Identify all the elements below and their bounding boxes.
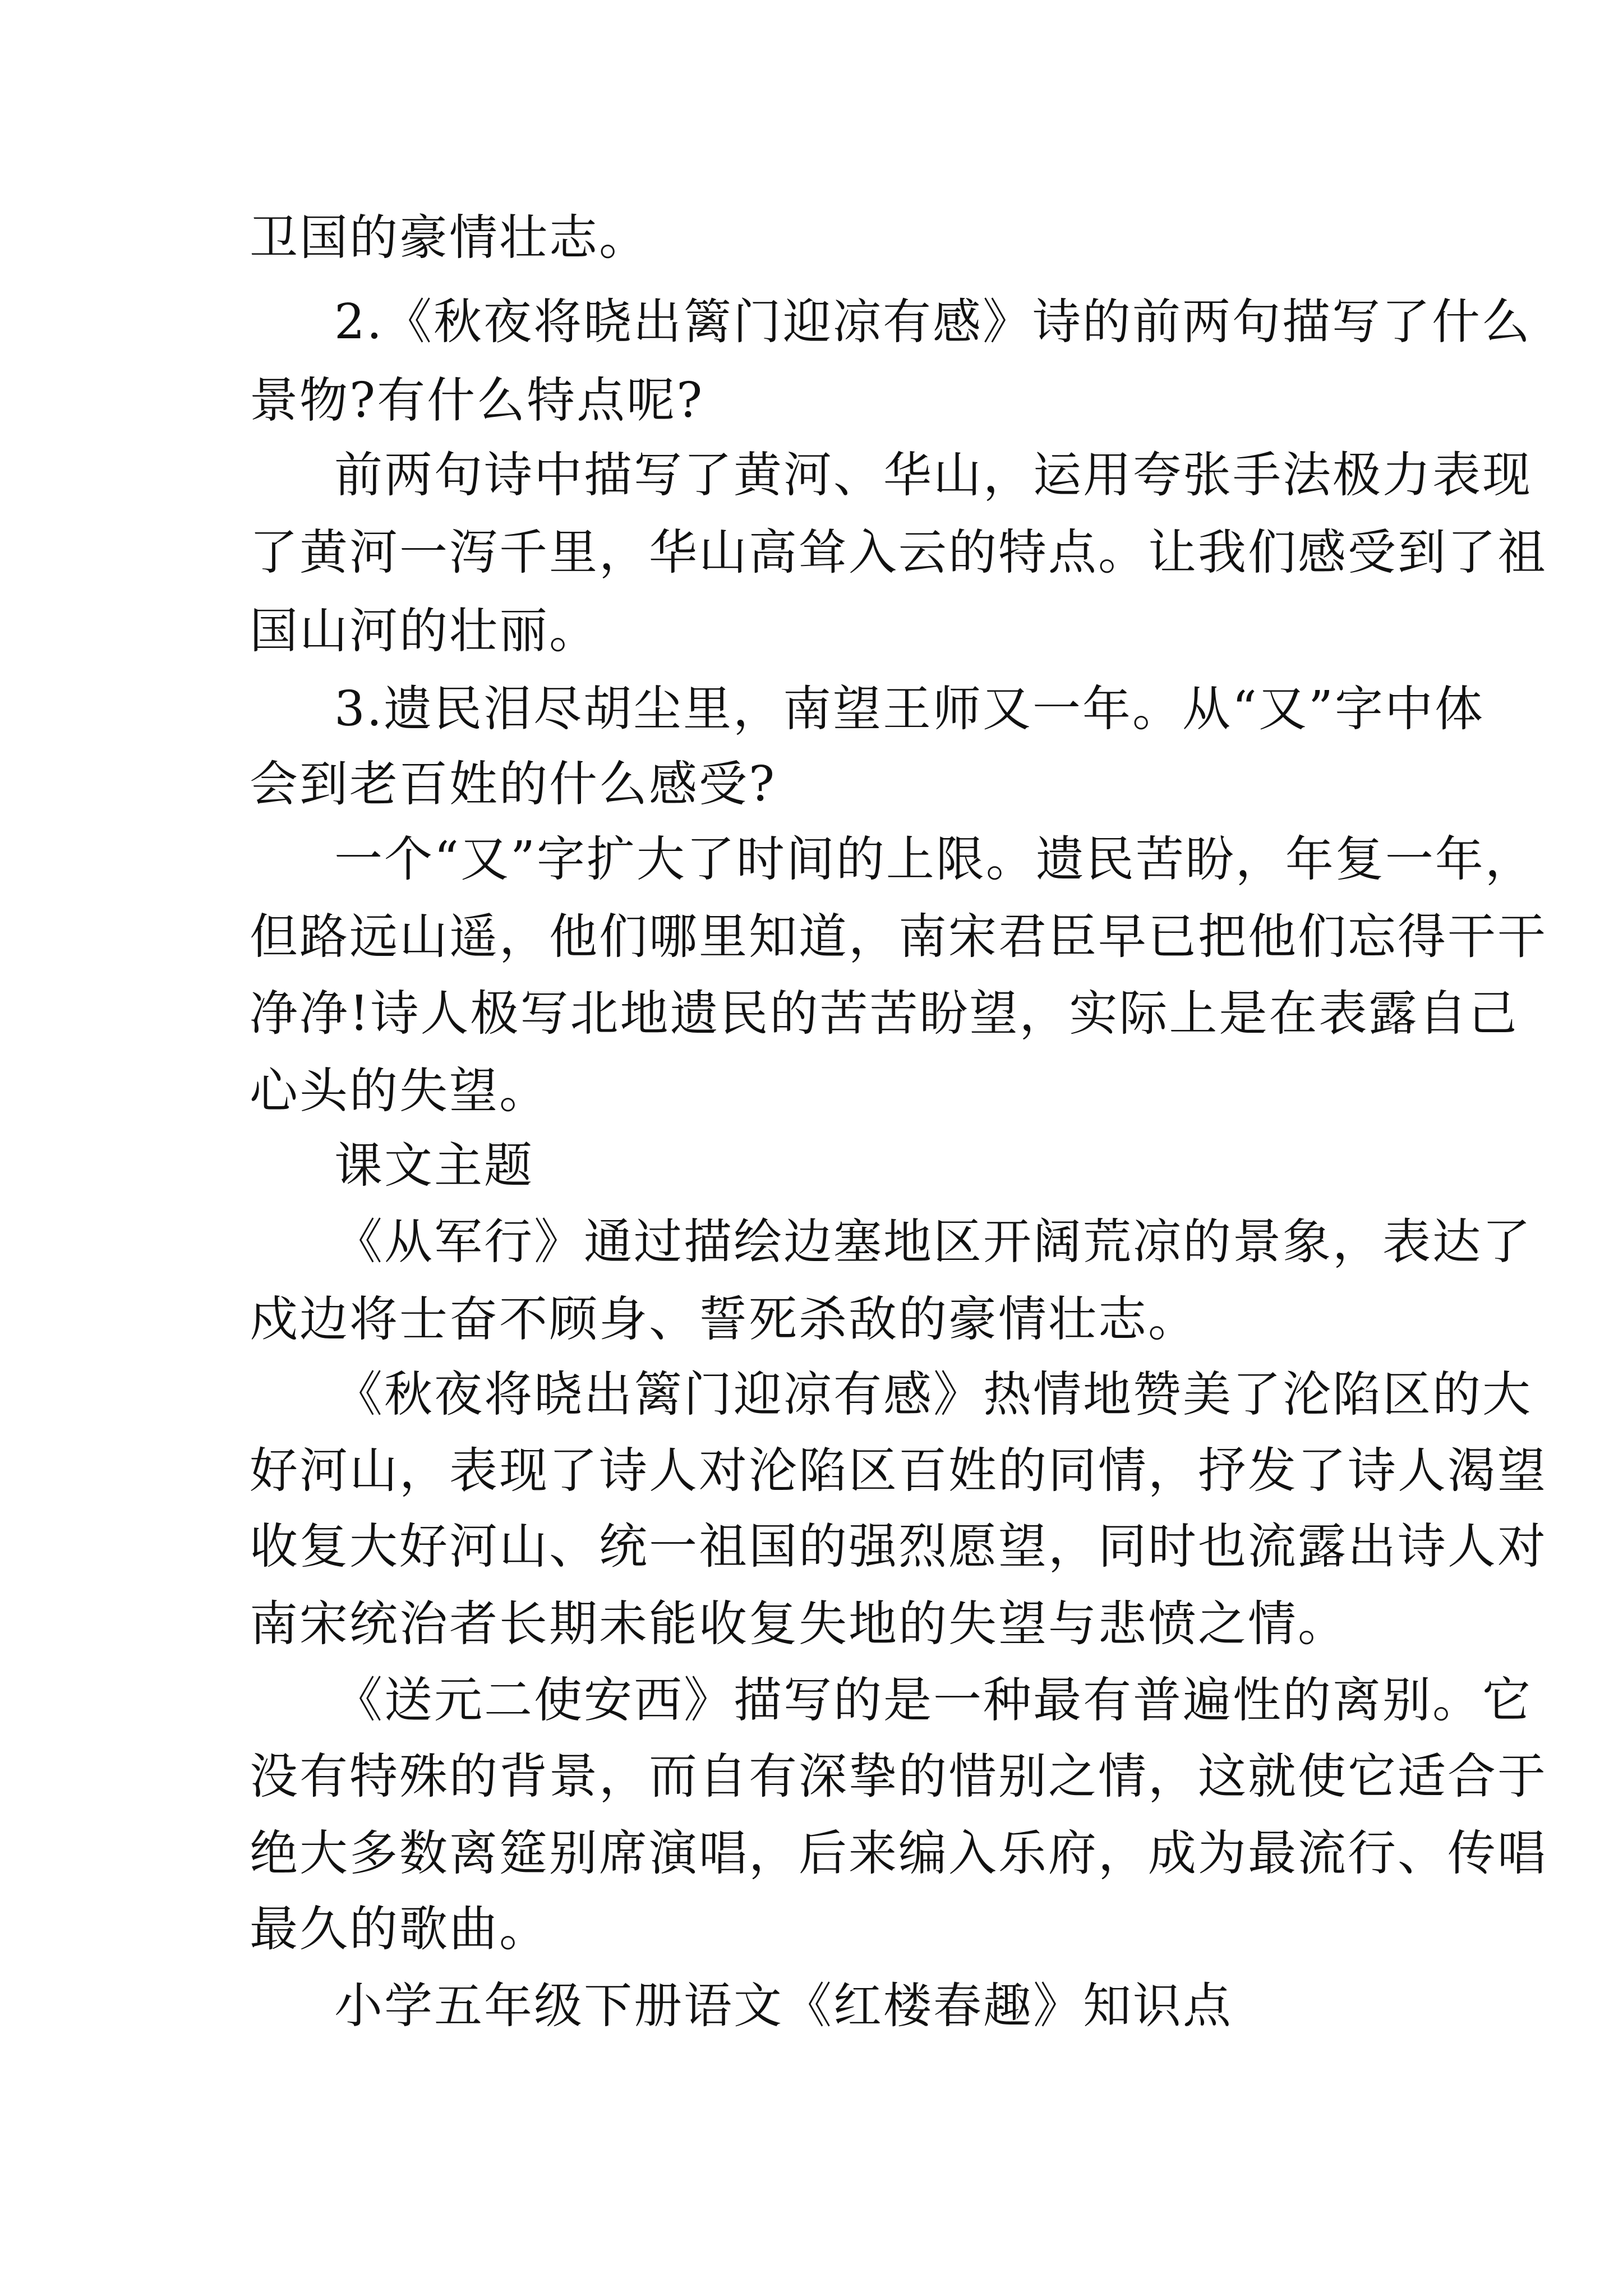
text-line: 但路远山遥，他们哪里知道，南宋君臣早已把他们忘得干干 — [250, 909, 1547, 965]
answer-3-line: 一个“又”字扩大了时间的上限。遗民苦盼，年复一年， — [334, 831, 1535, 887]
text-line: 好河山，表现了诗人对沦陷区百姓的同情，抒发了诗人渴望 — [250, 1443, 1547, 1499]
text-line: 戍边将士奋不顾身、誓死杀敌的豪情壮志。 — [250, 1291, 1198, 1347]
text-line: 最久的歌曲。 — [250, 1901, 549, 1957]
answer-2-line: 前两句诗中描写了黄河、华山，运用夸张手法极力表现 — [334, 447, 1532, 503]
theme-paragraph-2-line: 《秋夜将晓出篱门迎凉有感》热情地赞美了沦陷区的大 — [334, 1366, 1532, 1423]
text-line: 净净!诗人极写北地遗民的苦苦盼望，实际上是在表露自己 — [250, 986, 1519, 1042]
text-line: 收复大好河山、统一祖国的强烈愿望，同时也流露出诗人对 — [250, 1519, 1547, 1575]
text-line: 没有特殊的背景，而自有深挚的惜别之情，这就使它适合于 — [250, 1749, 1547, 1805]
text-line: 心头的失望。 — [250, 1063, 549, 1119]
text-line: 会到老百姓的什么感受? — [250, 756, 777, 812]
theme-paragraph-1-line: 《从军行》通过描绘边塞地区开阔荒凉的景象，表达了 — [334, 1214, 1532, 1270]
text-line: 了黄河一泻千里，华山高耸入云的特点。让我们感受到了祖 — [250, 524, 1547, 581]
text-line: 卫国的豪情壮志。 — [250, 210, 649, 266]
question-2-line: 2.《秋夜将晓出篱门迎凉有感》诗的前两句描写了什么 — [334, 294, 1532, 350]
section-heading: 课文主题 — [334, 1138, 534, 1194]
text-line: 南宋统治者长期未能收复失地的失望与悲愤之情。 — [250, 1596, 1348, 1652]
question-3-line: 3.遗民泪尽胡尘里，南望王师又一年。从“又”字中体 — [334, 681, 1484, 737]
text-line: 国山河的壮丽。 — [250, 603, 599, 659]
text-line: 绝大多数离筵别席演唱，后来编入乐府，成为最流行、传唱 — [250, 1825, 1547, 1881]
theme-paragraph-3-line: 《送元二使安西》描写的是一种最有普遍性的离别。它 — [334, 1672, 1532, 1728]
next-section-heading: 小学五年级下册语文《红楼春趣》知识点 — [334, 1978, 1233, 2034]
text-line: 景物?有什么特点呢? — [250, 372, 704, 429]
